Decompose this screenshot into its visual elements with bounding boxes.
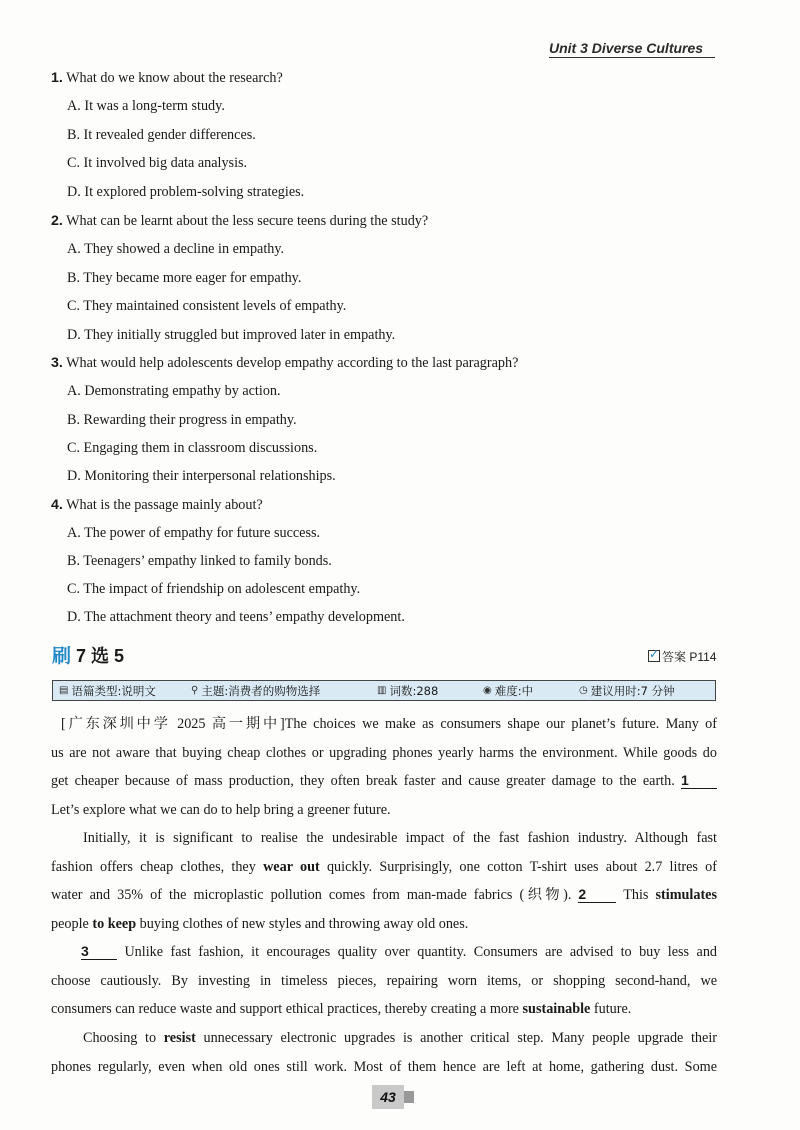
option-4a: A. The power of empathy for future success. <box>67 525 321 541</box>
passage-text: unnecessary electronic upgrades is another critical step. Many people upgrade their <box>195 1030 717 1046</box>
unit-header: Unit 3 Diverse Cultures <box>549 40 715 58</box>
passage-line: us are not aware that buying cheap clothes or upgrading phones yearly harms the environment. While goods do <box>51 744 717 761</box>
option-4b: B. Teenagers’ empathy linked to family bonds. <box>67 553 332 569</box>
passage-text: quickly. Surprisingly, one cotton T-shirt uses about 2.7 litres of <box>319 858 717 875</box>
option-1d: D. It explored problem-solving strategies. <box>67 184 305 200</box>
passage-text: people <box>51 915 93 932</box>
info-words <box>377 683 477 699</box>
option-4d: D. The attachment theory and teens’ empathy development. <box>67 609 405 625</box>
passage-text: Unlike fast fashion, it encourages quality over quantity. Consumers are advised to buy less and <box>117 944 717 960</box>
option-2b: B. They became more eager for empathy. <box>67 270 302 286</box>
passage-info-bar <box>52 680 716 701</box>
keyword-resist: resist <box>163 1030 196 1046</box>
keyword-wear-out: wear out <box>263 858 320 875</box>
option-1a: A. It was a long-term study. <box>67 98 225 114</box>
keyword-sustainable: sustainable <box>522 1001 591 1018</box>
passage-text: buying clothes of new styles and throwing away old ones. <box>136 915 469 932</box>
option-3c: C. Engaging them in classroom discussions. <box>67 440 318 456</box>
question-text: What can be learnt about the less secure teens during the study? <box>62 213 429 229</box>
page-number: 43 <box>372 1085 404 1109</box>
info-topic <box>191 683 371 699</box>
question-1 <box>51 70 283 87</box>
passage-text: get cheaper because of mass production, they often break faster and cause greater damage to the earth. <box>51 773 675 790</box>
question-number: 3. <box>51 355 63 371</box>
info-time <box>579 683 675 699</box>
option-4c: C. The impact of friendship on adolescent empathy. <box>67 581 361 597</box>
document-icon: ▤ <box>59 685 69 696</box>
answer-reference <box>648 648 716 665</box>
question-number: 4. <box>51 497 63 513</box>
option-3d: D. Monitoring their interpersonal relationships. <box>67 468 336 484</box>
info-difficulty <box>483 683 575 699</box>
info-time-text: 建议用时:7 分钟 <box>590 683 675 698</box>
info-genre <box>59 683 167 699</box>
passage-text: consumers can reduce waste and support ethical practices, thereby creating a more <box>51 1001 523 1018</box>
info-topic-text: 主题:消费者的购物选择 <box>201 683 321 698</box>
question-number: 2. <box>51 213 63 229</box>
passage-text: fashion offers cheap clothes, they <box>51 858 264 875</box>
search-icon: ⚲ <box>191 685 199 696</box>
passage-text: water and 35% of the microplastic pollution comes from man-made fabrics (织物). <box>51 887 579 904</box>
question-4 <box>51 497 263 514</box>
passage-text: future. <box>590 1001 632 1018</box>
option-1b: B. It revealed gender differences. <box>67 127 256 143</box>
question-number: 1. <box>51 70 63 86</box>
passage-line <box>51 767 717 796</box>
clock-icon: ◷ <box>579 685 588 696</box>
passage-line <box>51 910 717 939</box>
question-3 <box>51 355 518 372</box>
passage-line <box>51 995 717 1024</box>
info-difficulty-text: 难度:中 <box>494 683 534 698</box>
question-text: What would help adolescents develop empathy according to the last paragraph? <box>62 355 519 371</box>
blank-3[interactable]: 3 <box>81 943 117 960</box>
info-genre-text: 语篇类型:说明文 <box>71 683 156 698</box>
passage-paragraph-2 <box>51 824 717 938</box>
question-text: What is the passage mainly about? <box>62 497 263 513</box>
keyword-stimulates: stimulates <box>655 887 717 904</box>
section-title-text: 7 选 5 <box>71 646 125 666</box>
blank-2[interactable]: 2 <box>578 886 616 903</box>
info-words-text: 词数:288 <box>389 683 439 698</box>
passage-line <box>51 853 717 882</box>
passage-line: choose cautiously. By investing in timeless pieces, repairing worn items, or shopping second-hand, we <box>51 972 717 989</box>
passage-text: This <box>616 887 656 904</box>
option-2d: D. They initially struggled but improved later in empathy. <box>67 327 396 343</box>
answer-reference-text: 答案 P114 <box>662 650 717 664</box>
checkbox-icon <box>648 650 660 662</box>
passage-line: phones regularly, even when old ones still work. Most of them hence are left at home, gathering dust. Some <box>51 1058 717 1075</box>
option-2c: C. They maintained consistent levels of empathy. <box>67 298 347 314</box>
option-3b: B. Rewarding their progress in empathy. <box>67 412 297 428</box>
book-icon: ▥ <box>377 685 387 696</box>
passage-line <box>51 938 717 967</box>
passage-text: Choosing to <box>83 1030 164 1046</box>
question-2 <box>51 213 428 230</box>
keyword-to-keep: to keep <box>92 915 137 932</box>
section-title <box>52 641 124 668</box>
passage-line <box>51 1024 717 1053</box>
passage-line: [广东深圳中学 2025 高一期中]The choices we make as consumers shape our planet’s future. Many of <box>61 716 717 732</box>
question-text: What do we know about the research? <box>62 70 283 86</box>
passage-line: Initially, it is significant to realise the undesirable impact of the fast fashion industry. Although fast <box>83 830 717 846</box>
blank-1[interactable]: 1 <box>681 772 717 789</box>
passage-paragraph-4 <box>51 1024 717 1081</box>
option-2a: A. They showed a decline in empathy. <box>67 241 285 257</box>
passage-line: Let’s explore what we can do to help bring a greener future. <box>51 801 391 818</box>
passage-paragraph-3 <box>51 938 717 1024</box>
option-1c: C. It involved big data analysis. <box>67 155 248 171</box>
passage-paragraph-1 <box>51 710 717 824</box>
section-mark: 刷 <box>52 646 72 667</box>
difficulty-icon: ◉ <box>483 685 492 696</box>
passage-line <box>51 881 717 910</box>
option-3a: A. Demonstrating empathy by action. <box>67 383 281 399</box>
